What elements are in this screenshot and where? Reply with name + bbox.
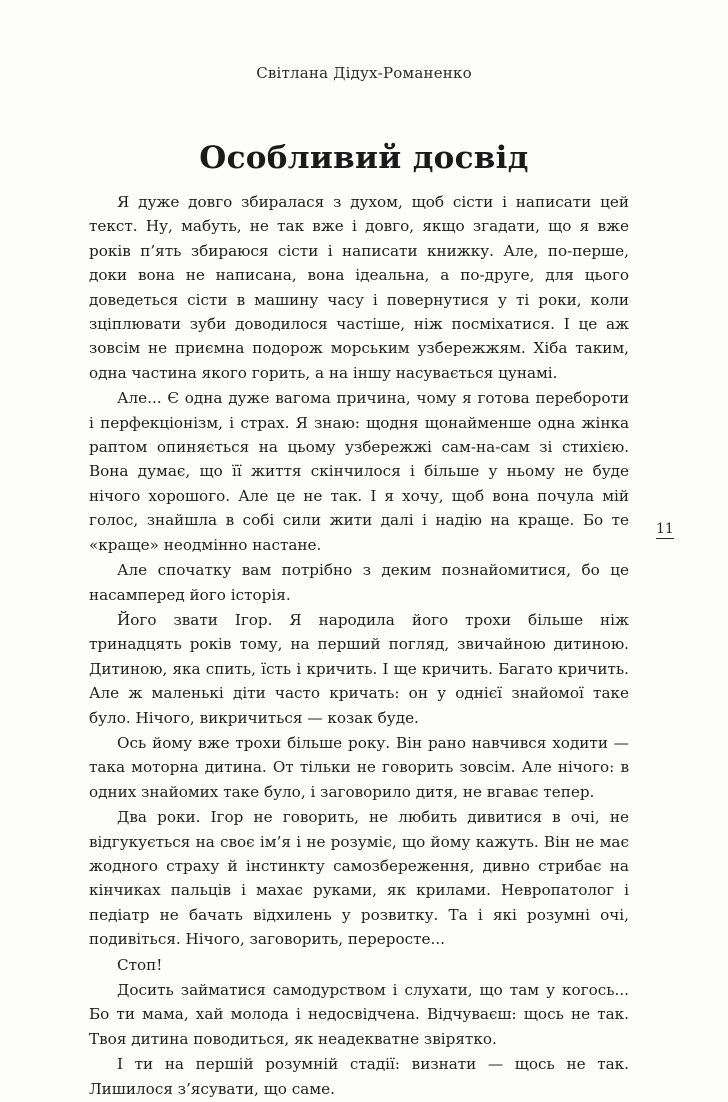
paragraph: Досить займатися самодурством і слухати, що там у когось... Бо ти мама, хай молода і недосвідчена. Відчуваєш: щось не так. Твоя дитина поводиться, як неадекватне звірятко.	[89, 981, 629, 1048]
paragraph: Стоп!	[117, 955, 163, 974]
chapter-title: Особливий досвід	[199, 140, 529, 176]
paragraph: Але спочатку вам потрібно з деким познайомитися, бо це насамперед його історія.	[89, 561, 629, 604]
paragraph: І ти на першій розумній стадії: визнати — щось не так. Лишилося з’ясувати, що саме.	[89, 1055, 629, 1098]
paragraph: Ось йому вже трохи більше року. Він рано навчився ходити — така моторна дитина. От тільки не говорить зовсім. Але нічого: в одних знайомих таке було, і заговорило дитя, не вгаває тепер.	[89, 733, 629, 801]
paragraph: Його звати Ігор. Я народила його трохи більше ніж тринадцять років тому, на перший погляд, звичайною дитиною. Дитиною, яка спить, їсть і кричить. І ще кричить. Багато кричить. Але ж маленькі діти часто кричать: он у однієї знайомої таке було. Нічого, викричиться — козак буде.	[89, 610, 629, 727]
paragraph: Два роки. Ігор не говорить, не любить дивитися в очі, не відгукується на своє ім’я і не розуміє, що йому кажуть. Він не має жодного страху й інстинкту самозбереження, дивно стрибає на кінчиках пальців і махає руками, як крилами. Невропатолог і педіатр не бачать відхилень у розвитку. Та і які розумні очі, подивіться. Нічого, заговорить, переросте...	[89, 808, 629, 949]
running-header-author: Світлана Дідух-Романенко	[256, 64, 472, 82]
paragraph: Я дуже довго збиралася з духом, щоб сісти і написати цей текст. Ну, мабуть, не так вже і довго, якщо згадати, що я вже років п’ять збираюся сісти і написати книжку. Але, по-перше, доки вона не написана, вона ідеальна, а по-друге, для цього доведеться сісти в машину часу і повернутися у ті роки, коли зціплювати зуби доводилося частіше, ніж посміхатися. І це аж зовсім не приємна подорож морським узбережжям. Хіба таким, одна частина якого горить, а на іншу насувається цунамі.	[89, 193, 629, 382]
page-number: 11	[656, 521, 674, 537]
paragraph: Але... Є одна дуже вагома причина, чому я готова перебороти і перфекціонізм, і страх. Я знаю: щодня щонайменше одна жінка раптом опиняється на цьому узбережжі сам-на-сам зі стихією. Вона думає, що її життя скінчилося і більше у ньому не буде нічого хорошого. Але це не так. І я хочу, щоб вона почула мій голос, знайшла в собі сили жити далі і надію на краще. Бо те «краще» неодмінно настане.	[89, 389, 629, 554]
chapter-body	[89, 190, 629, 1102]
